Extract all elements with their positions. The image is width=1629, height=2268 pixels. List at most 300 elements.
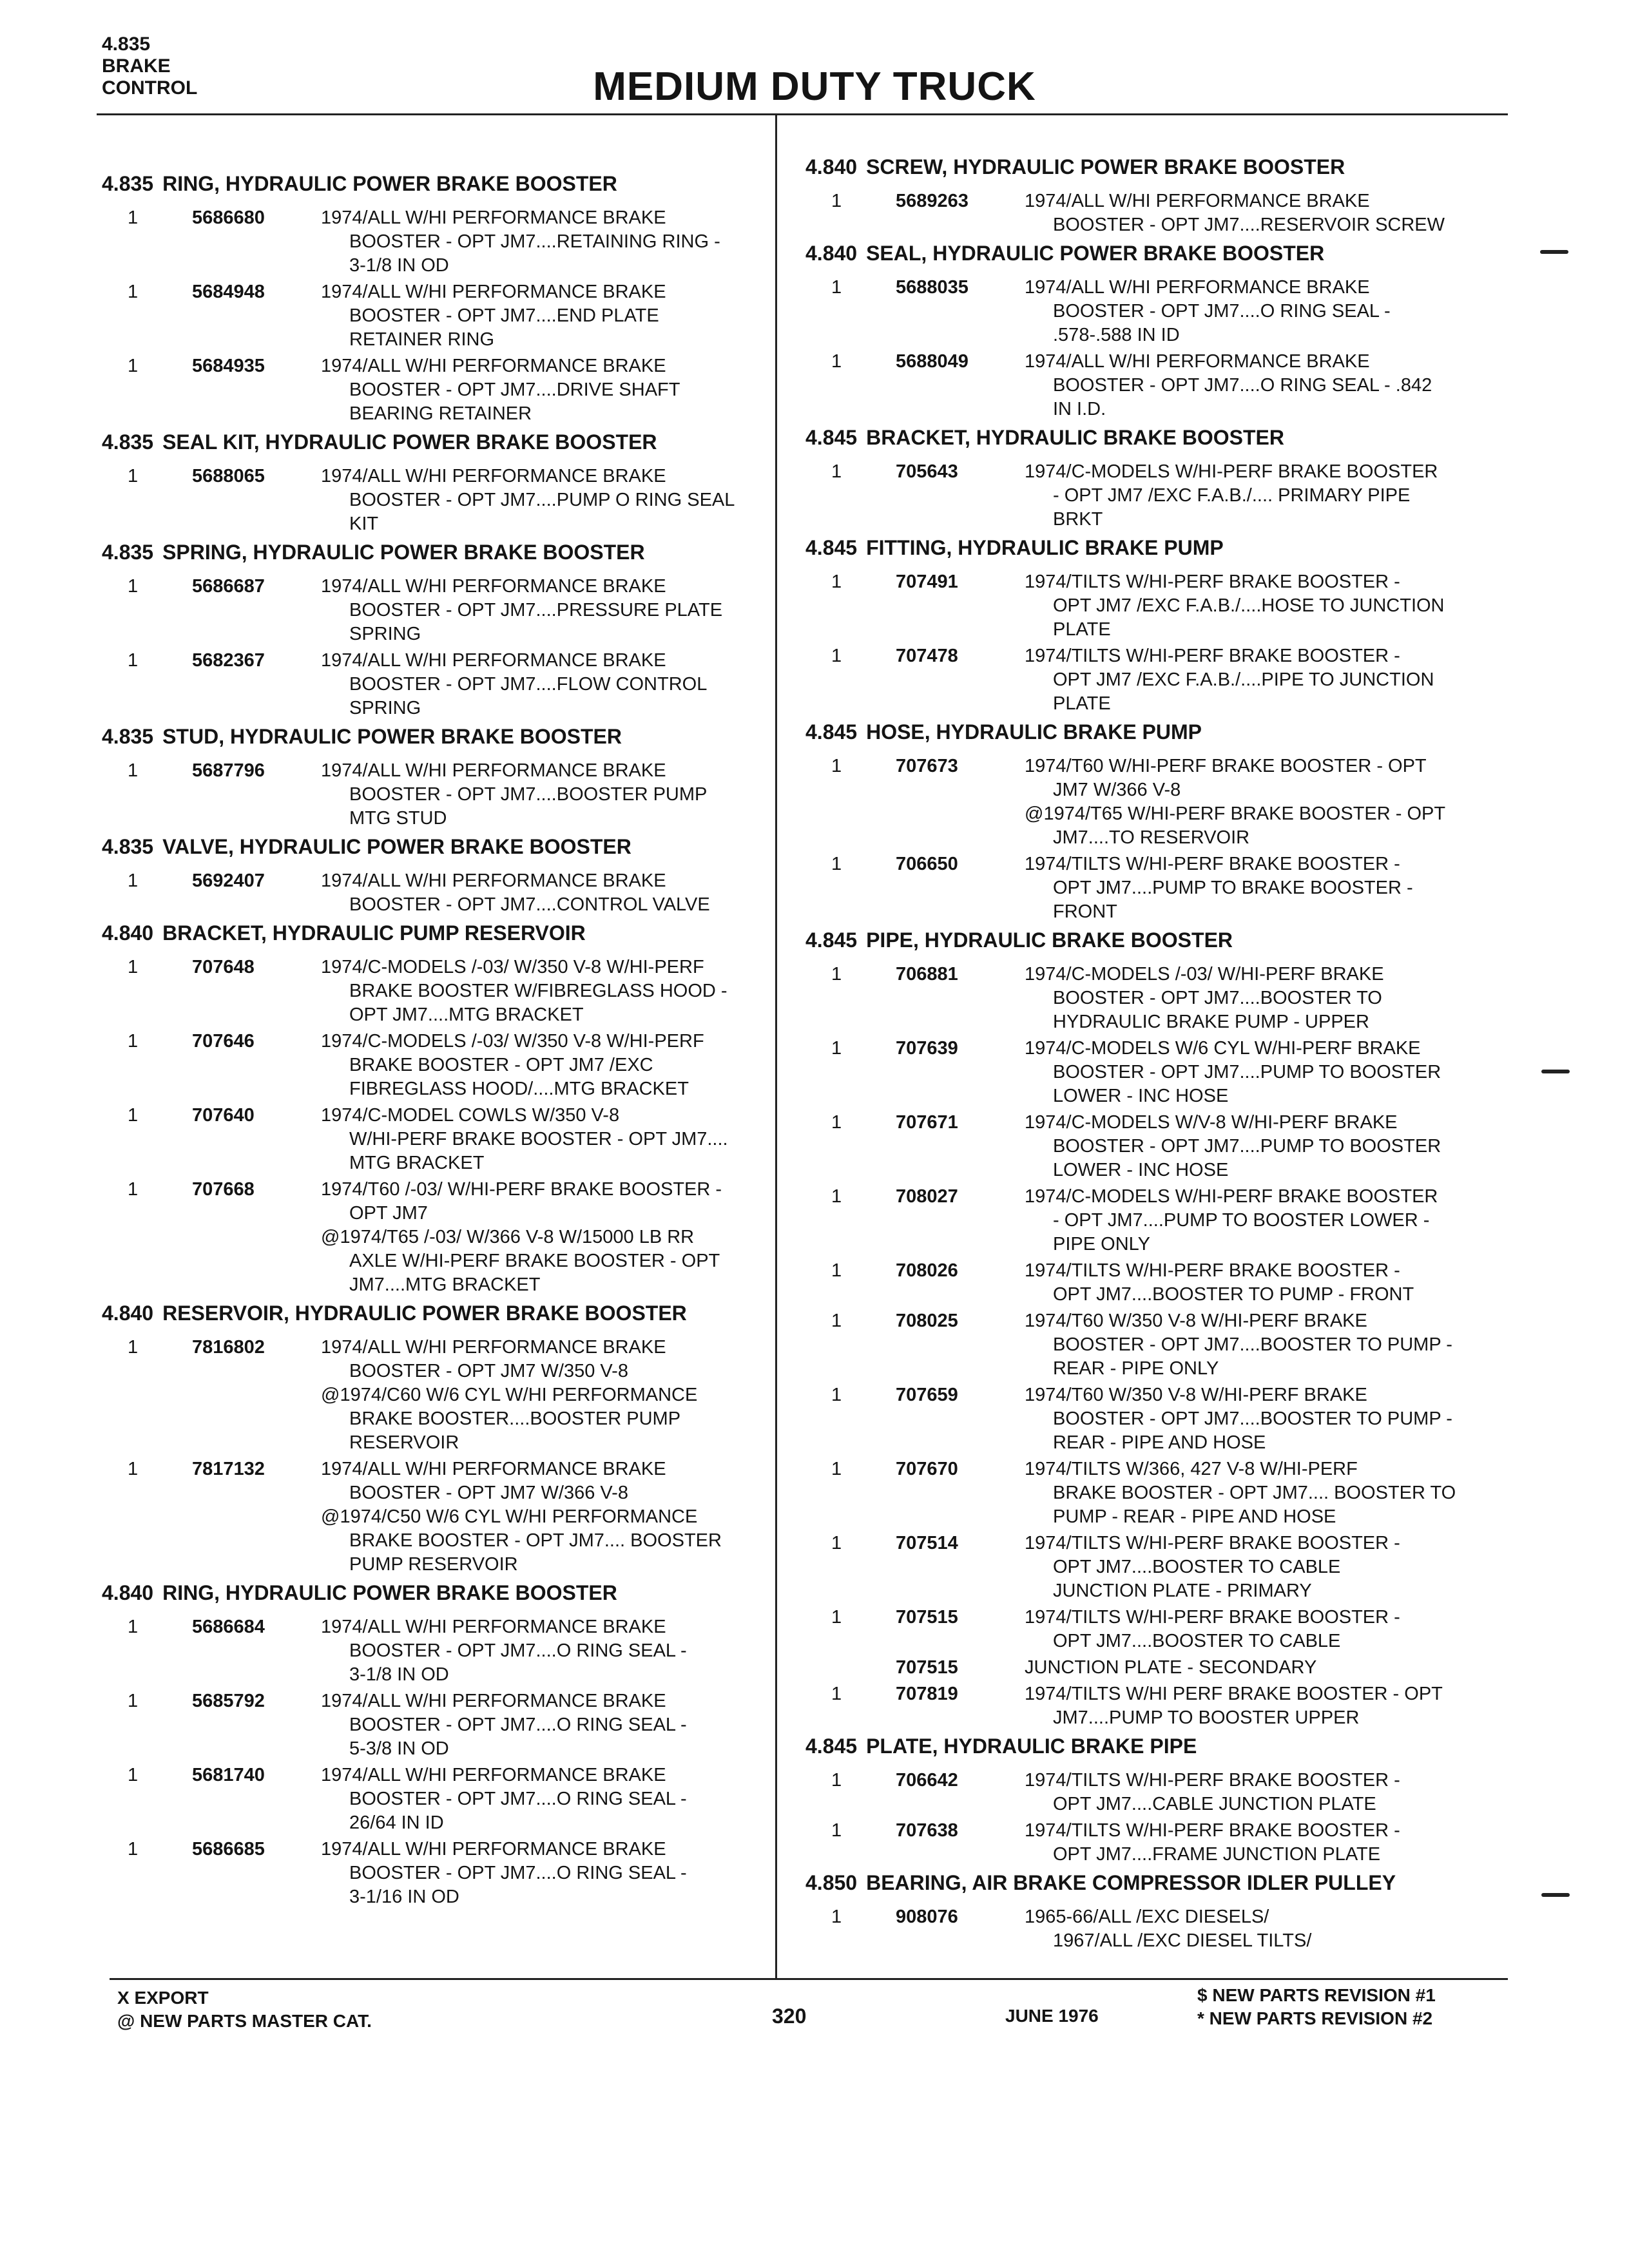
part-row	[805, 1185, 1476, 1256]
part-quantity: 1	[128, 1031, 139, 1052]
description-line: 1974/ALL W/HI PERFORMANCE BRAKE	[321, 356, 666, 376]
description-line: BRAKE BOOSTER....BOOSTER PUMP	[349, 1408, 681, 1429]
part-number: 5686684	[192, 1617, 265, 1637]
footer-date: JUNE 1976	[1005, 2006, 1099, 2026]
part-number: 5686687	[192, 576, 265, 597]
part-row	[102, 1336, 772, 1455]
part-number: 707640	[192, 1105, 255, 1126]
part-row	[805, 460, 1476, 532]
description-line: BOOSTER - OPT JM7 W/350 V-8	[349, 1361, 628, 1381]
section-heading	[805, 1869, 1476, 1896]
description-line: FIBREGLASS HOOD/....MTG BRACKET	[349, 1079, 689, 1099]
part-description	[321, 1104, 772, 1175]
parts-section	[805, 424, 1476, 532]
part-description	[321, 1689, 772, 1761]
part-number: 708025	[896, 1311, 958, 1331]
description-line: OPT JM7....PUMP TO BRAKE BOOSTER -	[1053, 878, 1413, 898]
part-row	[805, 1111, 1476, 1182]
part-row	[102, 280, 772, 352]
description-line: 1974/TILTS W/HI-PERF BRAKE BOOSTER -	[1025, 1607, 1400, 1628]
description-line: OPT JM7....FRAME JUNCTION PLATE	[1053, 1844, 1381, 1865]
part-row	[805, 1259, 1476, 1307]
part-description	[1025, 644, 1476, 716]
part-row	[805, 276, 1476, 347]
part-quantity: 1	[128, 282, 139, 302]
section-heading	[102, 1300, 772, 1327]
section-heading	[805, 240, 1476, 267]
part-number: 5686680	[192, 207, 265, 228]
part-quantity: 1	[128, 1105, 139, 1126]
part-description	[1025, 1037, 1476, 1108]
description-line: - OPT JM7 /EXC F.A.B./.... PRIMARY PIPE	[1053, 485, 1411, 506]
part-description	[321, 1763, 772, 1835]
part-quantity: 1	[128, 1691, 139, 1711]
part-row	[805, 754, 1476, 850]
part-quantity: 1	[831, 1112, 842, 1133]
part-description	[1025, 460, 1476, 532]
parts-section	[102, 1579, 772, 1909]
part-quantity: 1	[831, 277, 842, 298]
description-line: 1974/C-MODELS W/6 CYL W/HI-PERF BRAKE	[1025, 1038, 1421, 1059]
part-number: 706650	[896, 854, 958, 874]
part-quantity: 1	[831, 1459, 842, 1479]
description-line: BOOSTER - OPT JM7....O RING SEAL -	[349, 1789, 687, 1809]
description-line: REAR - PIPE ONLY	[1053, 1358, 1219, 1379]
description-line: 1974/ALL W/HI PERFORMANCE BRAKE	[321, 1459, 666, 1479]
part-number: 5692407	[192, 870, 265, 891]
parts-section	[805, 927, 1476, 1730]
description-line: MTG STUD	[349, 808, 447, 829]
part-row	[805, 852, 1476, 924]
description-line: BOOSTER - OPT JM7....O RING SEAL -	[349, 1640, 687, 1661]
part-row	[805, 570, 1476, 642]
description-line: 1974/TILTS W/HI-PERF BRAKE BOOSTER -	[1025, 1770, 1400, 1791]
description-line: 1974/C-MODELS W/V-8 W/HI-PERF BRAKE	[1025, 1112, 1398, 1133]
part-number: 908076	[896, 1907, 958, 1927]
part-number: 5684935	[192, 356, 265, 376]
section-heading-title: SPRING, HYDRAULIC POWER BRAKE BOOSTER	[162, 541, 645, 564]
description-line: 1974/TILTS W/HI PERF BRAKE BOOSTER - OPT	[1025, 1684, 1443, 1704]
part-description	[321, 1615, 772, 1687]
parts-section	[102, 723, 772, 831]
part-number: 5688035	[896, 277, 969, 298]
section-heading	[102, 170, 772, 197]
description-line: 1974/ALL W/HI PERFORMANCE BRAKE	[321, 576, 666, 597]
footer-revision-1-legend: $ NEW PARTS REVISION #1	[1197, 1985, 1436, 2005]
section-heading	[805, 718, 1476, 745]
description-line: BOOSTER - OPT JM7....O RING SEAL -	[349, 1863, 687, 1883]
description-line: OPT JM7....BOOSTER TO PUMP - FRONT	[1053, 1284, 1414, 1305]
description-line: BOOSTER - OPT JM7....O RING SEAL -	[1053, 301, 1391, 322]
section-heading-title: BRACKET, HYDRAULIC PUMP RESERVOIR	[162, 921, 586, 945]
description-line: 1965-66/ALL /EXC DIESELS/	[1025, 1907, 1269, 1927]
part-description	[321, 206, 772, 278]
part-description	[321, 759, 772, 831]
part-description	[1025, 1532, 1476, 1603]
part-quantity: 1	[128, 1459, 139, 1479]
description-line: 1974/TILTS W/HI-PERF BRAKE BOOSTER -	[1025, 572, 1400, 592]
description-line: 1974/T60 W/350 V-8 W/HI-PERF BRAKE	[1025, 1311, 1367, 1331]
page-title: MEDIUM DUTY TRUCK	[593, 64, 1036, 109]
revision-mark	[1541, 1070, 1570, 1073]
description-line: 1974/ALL W/HI PERFORMANCE BRAKE	[321, 282, 666, 302]
description-line: BRAKE BOOSTER W/FIBREGLASS HOOD -	[349, 981, 728, 1001]
description-line: BRKT	[1053, 509, 1103, 530]
part-number: 706642	[896, 1770, 958, 1791]
section-heading-number: 4.845	[805, 1735, 858, 1758]
part-description	[1025, 1383, 1476, 1455]
part-quantity: 1	[831, 854, 842, 874]
part-quantity: 1	[128, 207, 139, 228]
part-row	[805, 1606, 1476, 1653]
part-quantity: 1	[831, 572, 842, 592]
description-line: 1974/C-MODELS W/HI-PERF BRAKE BOOSTER	[1025, 461, 1438, 482]
description-line: OPT JM7....BOOSTER TO CABLE	[1053, 1631, 1341, 1651]
description-line: 1974/ALL W/HI PERFORMANCE BRAKE	[321, 1839, 666, 1860]
part-row	[805, 644, 1476, 716]
part-description	[1025, 570, 1476, 642]
section-heading-number: 4.850	[805, 1871, 858, 1894]
part-description	[1025, 1309, 1476, 1381]
part-row	[805, 1682, 1476, 1730]
part-number: 707639	[896, 1038, 958, 1059]
part-number: 5687796	[192, 760, 265, 781]
part-number: 707659	[896, 1385, 958, 1405]
part-row	[805, 1769, 1476, 1816]
part-description	[321, 280, 772, 352]
description-line: @1974/T65 /-03/ W/366 V-8 W/15000 LB RR	[321, 1227, 695, 1247]
description-line: KIT	[349, 514, 379, 534]
part-number: 707515	[896, 1657, 958, 1678]
part-quantity: 1	[128, 1337, 139, 1358]
description-line: 1974/C-MODEL COWLS W/350 V-8	[321, 1105, 620, 1126]
part-description	[1025, 1682, 1476, 1730]
section-heading-title: FITTING, HYDRAULIC BRAKE PUMP	[866, 536, 1224, 559]
description-line: BRAKE BOOSTER - OPT JM7.... BOOSTER TO	[1053, 1483, 1456, 1503]
part-row	[805, 350, 1476, 421]
part-number: 7817132	[192, 1459, 265, 1479]
part-quantity: 1	[128, 1765, 139, 1785]
header-divider	[97, 113, 1508, 115]
part-quantity: 1	[831, 1038, 842, 1059]
part-description	[321, 1838, 772, 1909]
part-number: 5682367	[192, 650, 265, 671]
section-heading-title: SEAL KIT, HYDRAULIC POWER BRAKE BOOSTER	[162, 430, 657, 454]
description-line: BOOSTER - OPT JM7 W/366 V-8	[349, 1483, 628, 1503]
part-row	[102, 206, 772, 278]
description-line: 1967/ALL /EXC DIESEL TILTS/	[1053, 1930, 1312, 1951]
part-number: 707638	[896, 1820, 958, 1841]
part-number: 5681740	[192, 1765, 265, 1785]
part-description	[321, 1336, 772, 1455]
description-line: BEARING RETAINER	[349, 403, 532, 424]
part-row	[805, 1309, 1476, 1381]
parts-section	[102, 428, 772, 536]
description-line: @1974/C60 W/6 CYL W/HI PERFORMANCE	[321, 1385, 698, 1405]
description-line: 1974/TILTS W/HI-PERF BRAKE BOOSTER -	[1025, 1820, 1400, 1841]
part-quantity: 1	[128, 466, 139, 486]
part-description	[321, 869, 772, 917]
part-number: 707478	[896, 646, 958, 666]
part-description	[1025, 1259, 1476, 1307]
parts-section	[805, 1733, 1476, 1867]
part-row	[102, 1763, 772, 1835]
description-line: BOOSTER - OPT JM7....END PLATE	[349, 305, 659, 326]
part-quantity: 1	[831, 461, 842, 482]
part-quantity: 1	[831, 756, 842, 776]
section-heading-number: 4.845	[805, 928, 858, 952]
part-row	[102, 354, 772, 426]
description-line: BRAKE BOOSTER - OPT JM7 /EXC	[349, 1055, 653, 1075]
section-heading-title: PLATE, HYDRAULIC BRAKE PIPE	[866, 1735, 1197, 1758]
part-number: 5685792	[192, 1691, 265, 1711]
description-line: JM7....PUMP TO BOOSTER UPPER	[1053, 1707, 1360, 1728]
section-heading-title: BEARING, AIR BRAKE COMPRESSOR IDLER PULLEY	[866, 1871, 1396, 1894]
description-line: 1974/ALL W/HI PERFORMANCE BRAKE	[321, 1337, 666, 1358]
part-number: 707646	[192, 1031, 255, 1052]
part-quantity: 1	[831, 964, 842, 985]
parts-section	[102, 1300, 772, 1577]
part-quantity: 1	[831, 1186, 842, 1207]
description-line: BOOSTER - OPT JM7....PUMP TO BOOSTER	[1053, 1062, 1441, 1082]
part-quantity: 1	[831, 1260, 842, 1281]
parts-section	[102, 539, 772, 720]
description-line: PIPE ONLY	[1053, 1234, 1150, 1254]
description-line: 1974/C-MODELS /-03/ W/HI-PERF BRAKE	[1025, 964, 1384, 985]
section-heading-title: SEAL, HYDRAULIC POWER BRAKE BOOSTER	[866, 242, 1325, 265]
parts-section	[805, 153, 1476, 237]
description-line: 1974/ALL W/HI PERFORMANCE BRAKE	[321, 207, 666, 228]
description-line: BOOSTER - OPT JM7....O RING SEAL - .842	[1053, 375, 1432, 396]
section-heading	[102, 919, 772, 947]
right-column	[805, 153, 1476, 1956]
part-row	[805, 1457, 1476, 1529]
part-quantity: 1	[128, 1839, 139, 1860]
description-line: JM7....TO RESERVOIR	[1053, 827, 1250, 848]
description-line: MTG BRACKET	[349, 1153, 485, 1173]
part-row	[805, 1656, 1476, 1680]
description-line: BOOSTER - OPT JM7....PUMP O RING SEAL	[349, 490, 735, 510]
description-line: @1974/T65 W/HI-PERF BRAKE BOOSTER - OPT	[1025, 803, 1446, 824]
description-line: BOOSTER - OPT JM7....O RING SEAL -	[349, 1715, 687, 1735]
part-number: 705643	[896, 461, 958, 482]
description-line: W/HI-PERF BRAKE BOOSTER - OPT JM7....	[349, 1129, 728, 1149]
part-quantity: 1	[128, 650, 139, 671]
description-line: 1974/ALL W/HI PERFORMANCE BRAKE	[1025, 191, 1370, 211]
part-number: 5684948	[192, 282, 265, 302]
footer-master-cat-legend: @ NEW PARTS MASTER CAT.	[117, 2011, 372, 2031]
section-heading-title: SCREW, HYDRAULIC POWER BRAKE BOOSTER	[866, 155, 1345, 178]
part-row	[805, 963, 1476, 1034]
section-heading-number: 4.845	[805, 536, 858, 559]
part-quantity: 1	[831, 1684, 842, 1704]
section-heading-title: BRACKET, HYDRAULIC BRAKE BOOSTER	[866, 426, 1284, 449]
description-line: 1974/T60 W/350 V-8 W/HI-PERF BRAKE	[1025, 1385, 1367, 1405]
description-line: BOOSTER - OPT JM7....FLOW CONTROL	[349, 674, 708, 695]
part-description	[1025, 1656, 1476, 1680]
part-number: 708026	[896, 1260, 958, 1281]
section-heading-number: 4.845	[805, 426, 858, 449]
section-heading-number: 4.840	[102, 921, 154, 945]
part-row	[102, 1030, 772, 1101]
part-description	[1025, 276, 1476, 347]
part-row	[102, 1104, 772, 1175]
description-line: PUMP RESERVOIR	[349, 1554, 518, 1575]
description-line: BRAKE BOOSTER - OPT JM7.... BOOSTER	[349, 1530, 722, 1551]
section-heading	[102, 539, 772, 566]
description-line: BOOSTER - OPT JM7....BOOSTER TO PUMP -	[1053, 1408, 1452, 1429]
section-heading-number: 4.835	[102, 835, 154, 858]
section-heading	[805, 1733, 1476, 1760]
description-line: BOOSTER - OPT JM7....PRESSURE PLATE	[349, 600, 723, 620]
part-row	[102, 1457, 772, 1577]
description-line: JUNCTION PLATE - PRIMARY	[1053, 1581, 1312, 1601]
description-line: 3-1/16 IN OD	[349, 1887, 459, 1907]
description-line: 1974/TILTS W/HI-PERF BRAKE BOOSTER -	[1025, 854, 1400, 874]
part-quantity: 1	[831, 1770, 842, 1791]
part-row	[805, 1905, 1476, 1953]
part-quantity: 1	[128, 870, 139, 891]
part-description	[321, 465, 772, 536]
part-number: 5689263	[896, 191, 969, 211]
description-line: 1974/TILTS W/HI-PERF BRAKE BOOSTER -	[1025, 1533, 1400, 1553]
page-number: 320	[772, 2004, 807, 2028]
part-row	[102, 649, 772, 720]
parts-section	[805, 718, 1476, 924]
description-line: 5-3/8 IN OD	[349, 1738, 449, 1759]
parts-section	[805, 534, 1476, 716]
part-description	[1025, 1819, 1476, 1867]
part-description	[321, 354, 772, 426]
part-description	[1025, 1905, 1476, 1953]
section-heading	[805, 153, 1476, 180]
part-number: 707648	[192, 957, 255, 977]
description-line: REAR - PIPE AND HOSE	[1053, 1432, 1266, 1453]
description-line: 1974/ALL W/HI PERFORMANCE BRAKE	[321, 870, 666, 891]
part-quantity: 1	[831, 351, 842, 372]
section-heading-number: 4.835	[102, 172, 154, 195]
part-row	[102, 869, 772, 917]
description-line: 1974/TILTS W/366, 427 V-8 W/HI-PERF	[1025, 1459, 1358, 1479]
part-quantity: 1	[128, 760, 139, 781]
part-quantity	[805, 1656, 896, 1680]
description-line: 1974/T60 W/HI-PERF BRAKE BOOSTER - OPT	[1025, 756, 1427, 776]
description-line: SPRING	[349, 698, 421, 718]
section-heading-title: RESERVOIR, HYDRAULIC POWER BRAKE BOOSTER	[162, 1302, 687, 1325]
description-line: 1974/ALL W/HI PERFORMANCE BRAKE	[321, 1765, 666, 1785]
part-number: 707514	[896, 1533, 958, 1553]
description-line: 1974/ALL W/HI PERFORMANCE BRAKE	[321, 650, 666, 671]
description-line: 1974/TILTS W/HI-PERF BRAKE BOOSTER -	[1025, 1260, 1400, 1281]
section-heading-number: 4.840	[102, 1302, 154, 1325]
description-line: 1974/ALL W/HI PERFORMANCE BRAKE	[321, 760, 666, 781]
part-description	[1025, 754, 1476, 850]
parts-section	[805, 1869, 1476, 1953]
part-description	[321, 649, 772, 720]
part-quantity: 1	[128, 1617, 139, 1637]
description-line: OPT JM7	[349, 1203, 428, 1224]
part-number: 707515	[896, 1607, 958, 1628]
description-line: PUMP - REAR - PIPE AND HOSE	[1053, 1506, 1336, 1527]
description-line: OPT JM7....MTG BRACKET	[349, 1004, 584, 1025]
section-heading	[805, 927, 1476, 954]
part-number: 7816802	[192, 1337, 265, 1358]
part-description	[1025, 852, 1476, 924]
revision-mark	[1541, 1893, 1570, 1897]
description-line: LOWER - INC HOSE	[1053, 1160, 1229, 1180]
description-line: @1974/C50 W/6 CYL W/HI PERFORMANCE	[321, 1506, 698, 1527]
part-number: 708027	[896, 1186, 958, 1207]
parts-section	[102, 919, 772, 1297]
section-name-line1: BRAKE	[102, 55, 171, 77]
part-quantity: 1	[831, 1907, 842, 1927]
section-heading-title: HOSE, HYDRAULIC BRAKE PUMP	[866, 720, 1202, 744]
description-line: SPRING	[349, 624, 421, 644]
part-number: 5686685	[192, 1839, 265, 1860]
part-row	[102, 759, 772, 831]
part-quantity: 1	[831, 1607, 842, 1628]
footer-divider	[110, 1978, 1508, 1980]
part-quantity: 1	[128, 957, 139, 977]
section-number: 4.835	[102, 34, 151, 55]
part-quantity: 1	[831, 1820, 842, 1841]
description-line: AXLE W/HI-PERF BRAKE BOOSTER - OPT	[349, 1251, 720, 1271]
part-row	[102, 1178, 772, 1297]
description-line: 1974/C-MODELS /-03/ W/350 V-8 W/HI-PERF	[321, 1031, 704, 1052]
description-line: OPT JM7....CABLE JUNCTION PLATE	[1053, 1794, 1376, 1814]
part-number: 5688065	[192, 466, 265, 486]
description-line: BOOSTER - OPT JM7....BOOSTER TO	[1053, 988, 1382, 1008]
description-line: 1974/ALL W/HI PERFORMANCE BRAKE	[321, 466, 666, 486]
description-line: 3-1/8 IN OD	[349, 255, 449, 276]
description-line: BOOSTER - OPT JM7....BOOSTER TO PUMP -	[1053, 1334, 1452, 1355]
part-description	[1025, 1769, 1476, 1816]
description-line: BOOSTER - OPT JM7....DRIVE SHAFT	[349, 380, 680, 400]
section-name-line2: CONTROL	[102, 77, 198, 99]
description-line: BOOSTER - OPT JM7....RESERVOIR SCREW	[1053, 215, 1445, 235]
description-line: BOOSTER - OPT JM7....PUMP TO BOOSTER	[1053, 1136, 1441, 1157]
part-description	[1025, 1185, 1476, 1256]
description-line: OPT JM7....BOOSTER TO CABLE	[1053, 1557, 1341, 1577]
part-quantity: 1	[831, 646, 842, 666]
part-description	[1025, 963, 1476, 1034]
section-heading	[102, 428, 772, 456]
part-quantity: 1	[831, 1385, 842, 1405]
section-heading-number: 4.835	[102, 725, 154, 748]
description-line: .578-.588 IN ID	[1053, 325, 1180, 345]
part-row	[102, 956, 772, 1027]
part-description	[321, 1178, 772, 1297]
section-heading-number: 4.840	[805, 155, 858, 178]
part-quantity: 1	[128, 356, 139, 376]
description-line: HYDRAULIC BRAKE PUMP - UPPER	[1053, 1012, 1369, 1032]
description-line: PLATE	[1053, 693, 1111, 714]
description-line: PLATE	[1053, 619, 1111, 640]
part-number: 707491	[896, 572, 958, 592]
section-heading	[102, 1579, 772, 1606]
part-description	[321, 575, 772, 646]
section-heading	[805, 534, 1476, 561]
section-heading-title: VALVE, HYDRAULIC POWER BRAKE BOOSTER	[162, 835, 631, 858]
part-number: 706881	[896, 964, 958, 985]
description-line: RESERVOIR	[349, 1432, 459, 1453]
part-description	[321, 1457, 772, 1577]
revision-mark	[1540, 250, 1568, 254]
description-line: BOOSTER - OPT JM7....BOOSTER PUMP	[349, 784, 708, 805]
part-description	[1025, 350, 1476, 421]
description-line: 1974/T60 /-03/ W/HI-PERF BRAKE BOOSTER -	[321, 1179, 722, 1200]
part-number: 707819	[896, 1684, 958, 1704]
